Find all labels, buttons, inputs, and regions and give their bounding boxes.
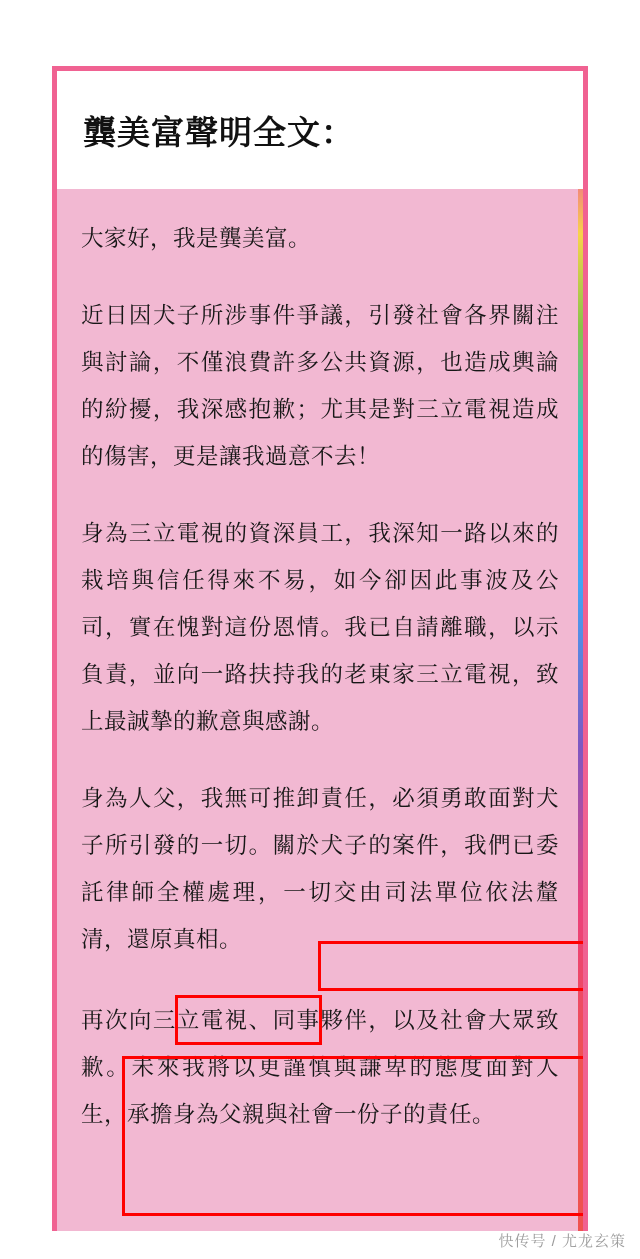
- paragraph-1: 大家好，我是龔美富。: [81, 226, 312, 251]
- page-title: 龔美富聲明全文：: [83, 113, 355, 151]
- card-header: [57, 71, 583, 189]
- paragraph-4: 身為人父，我無可推卸責任，必須勇敢面對犬子所引發的一切。關於犬子的案件，我們已委託律師全權處理，一切交由司法單位依法釐清，還原真相。: [81, 786, 559, 952]
- paragraph-5: 再次向三立電視、同事夥伴，以及社會大眾致歉。未來我將以更謹慎與謙卑的態度面對人生，承擔身為父親與社會一份子的責任。: [81, 1008, 559, 1127]
- right-margin: [588, 0, 640, 1259]
- card-body: [57, 189, 583, 1138]
- statement-card: [52, 66, 588, 1231]
- paragraph-3: 身為三立電視的資深員工，我深知一路以來的栽培與信任得來不易，如今卻因此事波及公司，實在愧對這份恩情。我已自請離職，以示負責，並向一路扶持我的老東家三立電視，致上最誠摯的歉意與感謝。: [81, 521, 559, 734]
- watermark: 快传号 / 尤龙玄策: [498, 1233, 626, 1250]
- left-margin: [0, 0, 52, 1259]
- paragraph-2: 近日因犬子所涉事件爭議，引發社會各界關注與討論，不僅浪費許多公共資源，也造成輿論的紛擾，我深感抱歉；尤其是對三立電視造成的傷害，更是讓我過意不去！: [81, 303, 559, 469]
